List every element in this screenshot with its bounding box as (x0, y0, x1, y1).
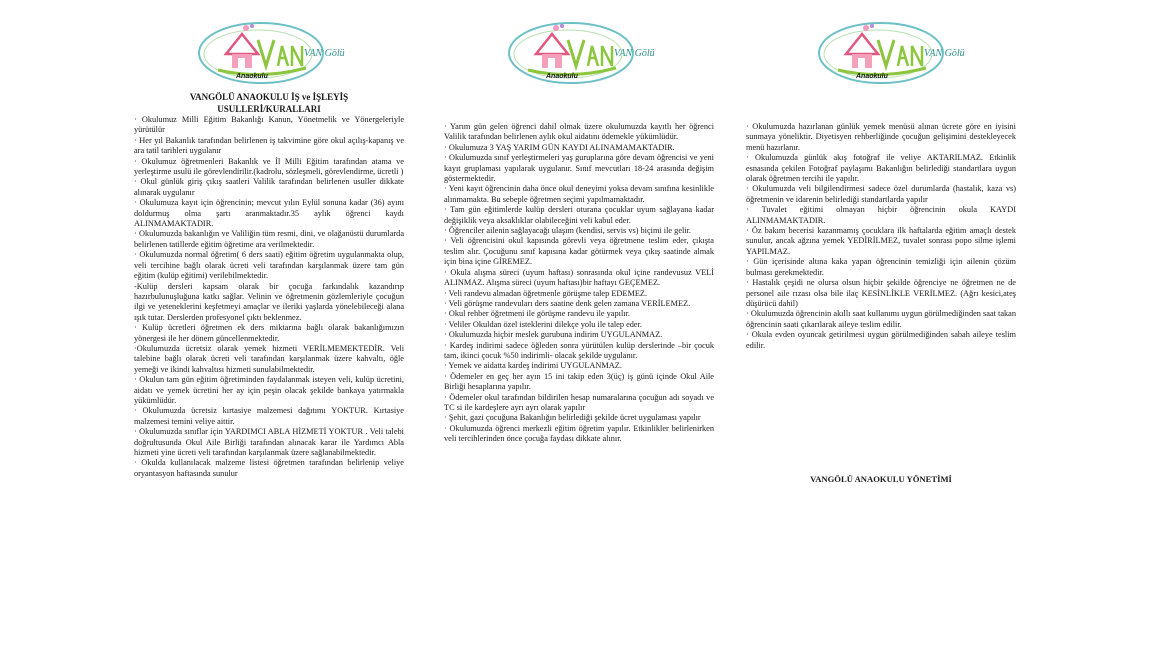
svg-text:Anaokulu: Anaokulu (856, 73, 888, 80)
rule-item: · Hastalık çeşidi ne olursa olsun hiçbir şekilde öğrenciye ne öğretmen ne de personel aile rızası olsa bile ilaç KESİNLİKLE VERİLMEZ. (Ağrı kesici,ateş düşürücü dahil) (746, 278, 1016, 308)
svg-text:Anaokulu: Anaokulu (236, 73, 268, 80)
rule-item: · Okulumuzda veli bilgilendirmesi sadece özel durumlarda (hastalık, kaza vs) öğretmenin ve idarenin belirlediği standartlarda yapılır (746, 184, 1016, 204)
rule-item: · Okulumuzda bakanlığın ve Valiliğin tüm resmi, dini, ve olağanüstü durumlarda belirlenen tatillerde eğitim öğretime ara verilmektedir. (134, 229, 404, 249)
rule-item: · Ödemeler okul tarafından bildirilen hesap numaralarına çocuğun adı soyadı ve TC si ile kardeşlere ayrı ayrı olarak yapılır (444, 392, 714, 412)
rule-item: · Öğrenciler ailenin sağlayacağı ulaşım (kendisi, servis vs) biçimi ile gelir. (444, 226, 691, 236)
document-title-line-1: VANGÖLÜ ANAOKULU İŞ ve İŞLEYİŞ (189, 92, 349, 102)
rule-item: · Öz bakım becerisi kazanmamış çocuklara ilk haftalarda eğitim amaçlı destek sunulur, ancak ağzına yemek YEDİRİLMEZ, tuvalet sonrası popo silme işlemi YAPILMAZ. (746, 226, 1016, 256)
rule-item: · Okul günlük giriş çıkış saatleri Valilik tarafından belirlenen usuller dikkate alınarak uygulanır (134, 177, 404, 197)
rule-item: · Yarım gün gelen öğrenci dahil olmak üzere okulumuzda kayıtlı her öğrenci Valilik tarafından belirlenen aylık okul aidatını ödemekle yükümlüdür. (444, 122, 714, 142)
svg-text:VAN Gölü: VAN Gölü (614, 48, 655, 59)
rule-item: · Okulumuzda öğrencinin akıllı saat kullanımı uygun görülmediğinden saat takan öğrencinin saati çıkarılarak aileye teslim edilir. (746, 309, 1016, 329)
rule-item: · Okulumuzda sınıflar için YARDIMCI ABLA HİZMETİ YOKTUR . Veli talebi doğrultusunda Okul Aile Birliği tarafından alınacak karar ile Yardımcı Abla hizmeti yine ücreti veli tarafından karşılanmak üzere sağlanabilmektedir. (134, 427, 404, 457)
column-1 (134, 18, 404, 479)
rule-item: · Okulumuzda öğrenci merkezli eğitim öğretim yapılır. Etkinlikler belirlenirken veli tercihlerinden önce çocuğa faydası dikkate alınır. (444, 423, 714, 444)
rule-item: · Veliler Okuldan özel isteklerini dilekçe yolu ile talep eder. (444, 319, 642, 329)
rule-item: · Okulumuza 3 YAŞ YARIM GÜN KAYDI ALINAMAMAKTADIR. (444, 142, 675, 152)
svg-text:VAN Gölü: VAN Gölü (304, 48, 345, 59)
rule-item: · Her yıl Bakanlık tarafından belirlenen iş takvimine göre okul açılış-kapanış ve ara tatil tarihleri uygulanır (134, 135, 404, 156)
column-3 (746, 18, 1016, 351)
document-title-line-2: USULLERİ/KURALLARI (217, 103, 321, 114)
rule-item: · Okulumuzda normal öğretim( 6 ders saati) eğitim öğretim uygulanmakta olup, veli tercihine bağlı olarak ücreti veli tarafından karşılanmak üzere tam gün eğitim (kulüp eğitimi) verilebilmektedir. (134, 250, 404, 281)
svg-text:VAN Gölü: VAN Gölü (924, 48, 965, 59)
rule-item: · Yemek ve aidatta kardeş indirimi UYGULANMAZ. (444, 361, 622, 371)
rule-item: · Okulumuz öğretmenleri Bakanlık ve İl Milli Eğitim tarafından atama ve yerleştirme usulü ile görevlendirilir.(kadrolu, sözleşmeli, görevlendirme, ücretli ) (134, 156, 404, 177)
rule-item: · Yeni kayıt öğrencinin daha önce okul deneyimi yoksa devam sınıfına kesinlikle alınmamakta. Bu sebeple öğretmen seçimi yapılmamaktadır. (444, 184, 714, 204)
rule-item: · Okula alışma süreci (uyum haftası) sonrasında okul içine randevusuz VELİ ALINMAZ. Alışma süreci (uyum haftası)bir haftayı GEÇEMEZ. (444, 267, 714, 288)
rule-item: · Tuvalet eğitimi olmayan hiçbir öğrencinin okula KAYDI ALINMAMAKTADIR. (746, 205, 1016, 225)
rule-item: · Kulüp ücretleri öğretmen ek ders miktarına bağlı olarak bakanlığımızın yönergesi ile her dönem güncellenmektedir. (134, 323, 404, 343)
svg-text:Anaokulu: Anaokulu (546, 73, 578, 80)
school-logo (506, 18, 655, 88)
rule-item: · Şehit, gazi çocuğuna Bakanlığın belirlediği şekilde ücret uygulaması yapılır (444, 413, 701, 423)
column-2 (444, 18, 714, 445)
rule-item: · Okulumuzda günlük akış fotoğraf ile veliye AKTARILMAZ. Etkinlik esnasında çekilen Fotoğraf paylaşımı Bakanlığın belirlediği standartlara uygun olarak öğretmen tercihi ile yapılır. (746, 153, 1016, 184)
rule-item: · Okulun tam gün eğitim öğretiminden faydalanmak isteyen veli, kulüp ücretini, aidatı ve yemek ücretini her ay için peşin olacak şekilde bankaya yatırmakla yükümlüdür. (134, 375, 404, 405)
rule-item: · Okula evden oyuncak getirilmesi uygun görülmediğinden sabah aileye teslim edilir. (746, 330, 1016, 350)
rule-item: · Okul rehber öğretmeni ile görüşme randevu ile yapılır. (444, 309, 630, 319)
school-logo (816, 18, 965, 88)
rule-item: · Gün içerisinde altına kaka yapan öğrencinin temizliği için ailenin çözüm bulması gerekmektedir. (746, 257, 1016, 277)
rule-item: · Ödemeler en geç her ayın 15 ini takip eden 3(üç) iş günü içinde Okul Aile Birliği hesaplarına yapılır. (444, 371, 714, 392)
rule-item: · Okulumuzda ücretsiz kırtasiye malzemesi dağıtımı YOKTUR. Kırtasiye malzemesi temini veliye aittir. (134, 406, 404, 426)
rule-item: · Okulumuzda sınıf yerleştirmeleri yaş guruplarına göre devam öğrencisi ve yeni kayıt gruplaması yapılarak uygulanır. Sınıf mevcutları 18-24 arasında değişim göstermektedir. (444, 153, 714, 184)
rule-item: · Veli randevu almadan öğretmenle görüşme talep EDEMEZ. (444, 288, 648, 298)
rule-item: · Kardeş indirimi sadece öğleden sonra yürütülen kulüp derslerinde –bir çocuk tam, ikinci çocuk %50 indirimli- olacak şekilde uygulanır. (444, 340, 714, 360)
rule-item: · Veli öğrencisini okul kapısında görevli veya öğretmene teslim eder, çıkışta teslim alır. Çocuğunu sınıf kapısına kadar götürmek veya çıkış saatinde almak için bina içine GİREMEZ. (444, 236, 714, 267)
rule-item: · Tam gün eğitimlerde kulüp dersleri oturana çocuklar uyum sağlayana kadar değişiklik veya aksaklıklar olabileceğini veli kabul eder. (444, 205, 714, 225)
rule-item: · Okulumuza kayıt için öğrencinin; mevcut yılın Eylül sonuna kadar (36) ayını doldurmuş olma şartı aranmaktadır.35 aylık öğrenci kaydı ALINMAMAKTADIR. (134, 198, 404, 229)
rule-item: -Kulüp dersleri kapsam olarak bir çocuğa farkındalık kazandırıp hazırbulunuşluğuna katkı sağlar. Velinin ve öğretmenin gözlemleriyle çocuğun ilgi ve yeteneklerini keşfetmeyi amaçlar ve ileriki yaşlarda yönelebileceği alana ışık tutar. Derslerden profesyonel çıktı beklenmez. (134, 281, 404, 322)
rule-item: ·Okulumuzda ücretsiz olarak yemek hizmeti VERİLMEMEKTEDİR. Veli talebine bağlı olarak ücreti veli tarafından karşılanmak üzere kahvaltı, öğle yemeği ve ikindi kahvaltısı hizmeti sunulabilmektedir. (134, 343, 404, 374)
school-logo (196, 18, 345, 88)
rule-item: · Veli görüşme randevuları ders saatine denk gelen zamana VERİLEMEZ. (444, 298, 691, 308)
rule-item: · Okulda kullanılacak malzeme listesi öğretmen tarafından belirlenip veliye oryantasyon haftasında sunulur (134, 458, 404, 478)
rule-item: · Okulumuzda hazırlanan günlük yemek menüsü alınan ücrete göre en iyisini sunmaya yöneliktir. Diyetisyen rehberliğinde çocuğun gelişimini destekleyecek menü hazırlanır. (746, 122, 1016, 152)
rule-item: · Okulumuzda hiçbir meslek gurubuna indirim UYGULANMAZ. (444, 330, 663, 340)
rule-item: · Okulumuz Milli Eğitim Bakanlığı Kanun, Yönetmelik ve Yönergeleriyle yürütülür (134, 115, 404, 135)
management-signature: VANGÖLÜ ANAOKULU YÖNETİMİ (810, 474, 952, 484)
